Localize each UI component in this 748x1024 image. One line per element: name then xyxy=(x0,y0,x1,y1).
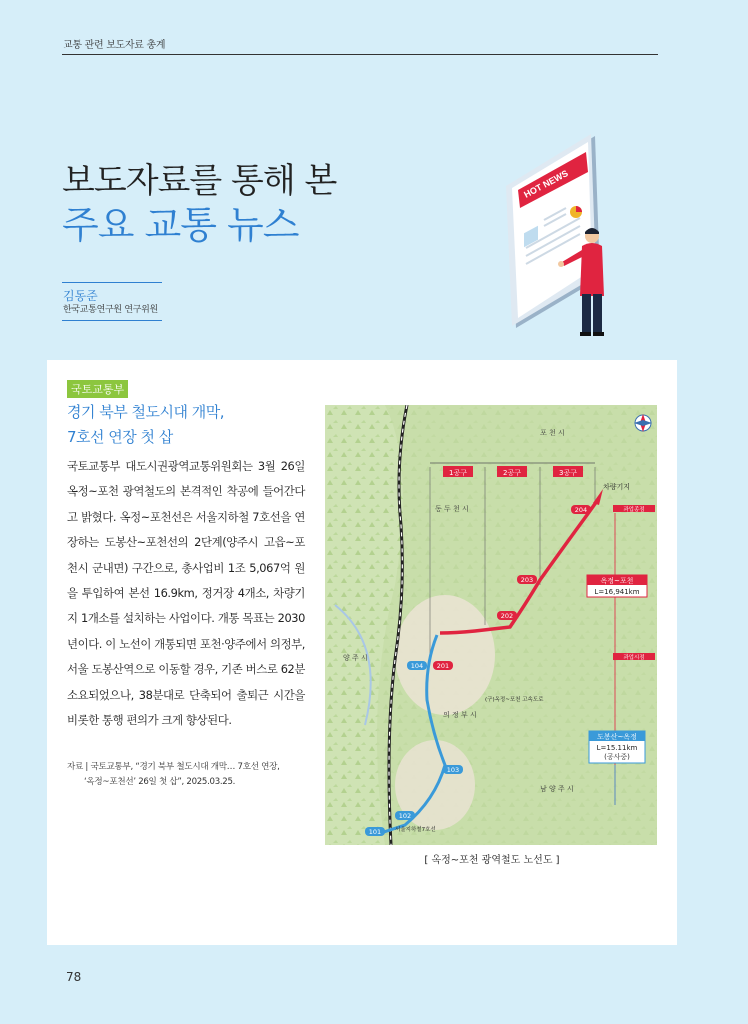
route-map xyxy=(325,405,657,845)
source-line2: ‘옥정~포천선’ 26일 첫 삽”, 2025.03.25. xyxy=(84,777,236,787)
author-rule-top xyxy=(62,282,162,283)
article-body: 국토교통부 대도시권광역교통위원회는 3월 26일 옥정~포천 광역철도의 본격적인 착공에 들어간다고 밝혔다. 옥정~포천선은 서울지하철 7호선을 연장하는 도봉산~포천선의 2단계(양주시 고읍~포천시 군내면) 구간으로, 총사업비 1조 5,067억 원을 투입하여 본선 16.9km, 정거장 4개소, 차량기지 1개소를 설치하는 사업이다. 개통 목표는 2030년이다. 이 노선이 개통되면 포천·양주에서 의정부, 서울 도봉산역으로 이동할 경우, 기존 버스로 62분 소요되었으나, 38분대로 단축되어 출퇴근 시간을 비롯한 통행 편의가 크게 향상된다. xyxy=(67,459,305,728)
city-uijeongbu: 의 정 부 시 xyxy=(443,711,477,719)
red-route-box xyxy=(587,575,647,597)
hot-news-sign: HOT NEWS xyxy=(522,168,570,200)
svg-text:202: 202 xyxy=(500,612,514,620)
svg-text:(공사중): (공사중) xyxy=(604,753,630,761)
svg-text:101: 101 xyxy=(368,828,382,836)
svg-text:102: 102 xyxy=(398,812,412,820)
article-title-line2: 7호선 연장 첫 삽 xyxy=(67,428,173,446)
source-line1: 자료 | 국토교통부, “경기 북부 철도시대 개막… 7호선 연장, xyxy=(67,762,280,772)
page-number: 78 xyxy=(66,970,82,984)
article-title xyxy=(67,400,224,450)
section-1-label: 1공구 xyxy=(449,469,467,477)
svg-text:도봉산~옥정: 도봉산~옥정 xyxy=(597,733,637,741)
station-202 xyxy=(497,611,517,620)
svg-text:103: 103 xyxy=(446,766,460,774)
station-203 xyxy=(517,575,537,584)
start-point-tag xyxy=(613,653,655,661)
end-point-tag xyxy=(613,505,655,513)
city-pocheon: 포 천 시 xyxy=(540,429,565,437)
station-201 xyxy=(433,661,453,670)
svg-text:L=16,941km: L=16,941km xyxy=(594,588,640,596)
svg-text:과업시점: 과업시점 xyxy=(623,655,645,661)
city-dongducheon: 동 두 천 시 xyxy=(435,505,469,513)
station-104 xyxy=(407,661,427,670)
station-103 xyxy=(443,765,463,774)
svg-text:104: 104 xyxy=(410,662,424,670)
blue-route-box xyxy=(589,731,645,763)
article-title-line1: 경기 북부 철도시대 개막, xyxy=(67,403,224,421)
city-yangju: 양 주 시 xyxy=(343,654,368,662)
section-3-label: 3공구 xyxy=(559,469,577,477)
city-namyangju: 남 양 주 시 xyxy=(540,785,574,793)
author-role: 한국교통연구원 연구위원 xyxy=(63,305,158,315)
article-tag: 국토교통부 xyxy=(67,380,128,398)
author-name: 김동준 xyxy=(63,289,98,303)
article-source xyxy=(67,760,307,790)
svg-text:203: 203 xyxy=(520,576,534,584)
section-2-label: 2공구 xyxy=(503,469,521,477)
depot-label: 차량기지 xyxy=(603,483,631,491)
author-rule-bottom xyxy=(62,320,162,321)
map-caption: [ 옥정~포천 광역철도 노선도 ] xyxy=(424,855,560,866)
svg-text:204: 204 xyxy=(574,506,588,514)
svg-text:201: 201 xyxy=(436,662,450,670)
header-rule xyxy=(62,54,658,55)
svg-text:L=15.11km: L=15.11km xyxy=(596,744,638,752)
svg-text:과업종점: 과업종점 xyxy=(623,507,645,513)
rail-road-label: (구)옥정~포천 고속도로 xyxy=(485,697,544,703)
page-title-line2: 주요 교통 뉴스 xyxy=(62,203,299,247)
svg-text:옥정~포천: 옥정~포천 xyxy=(600,577,634,585)
station-204 xyxy=(571,505,591,514)
line7-label: 서울지하철7호선 xyxy=(395,827,436,833)
station-101 xyxy=(365,827,385,836)
hot-news-illustration xyxy=(500,128,620,343)
header-section-label: 교통 관련 보도자료 총계 xyxy=(63,40,166,51)
station-102 xyxy=(395,811,415,820)
page-title-line1: 보도자료를 통해 본 xyxy=(62,161,337,201)
